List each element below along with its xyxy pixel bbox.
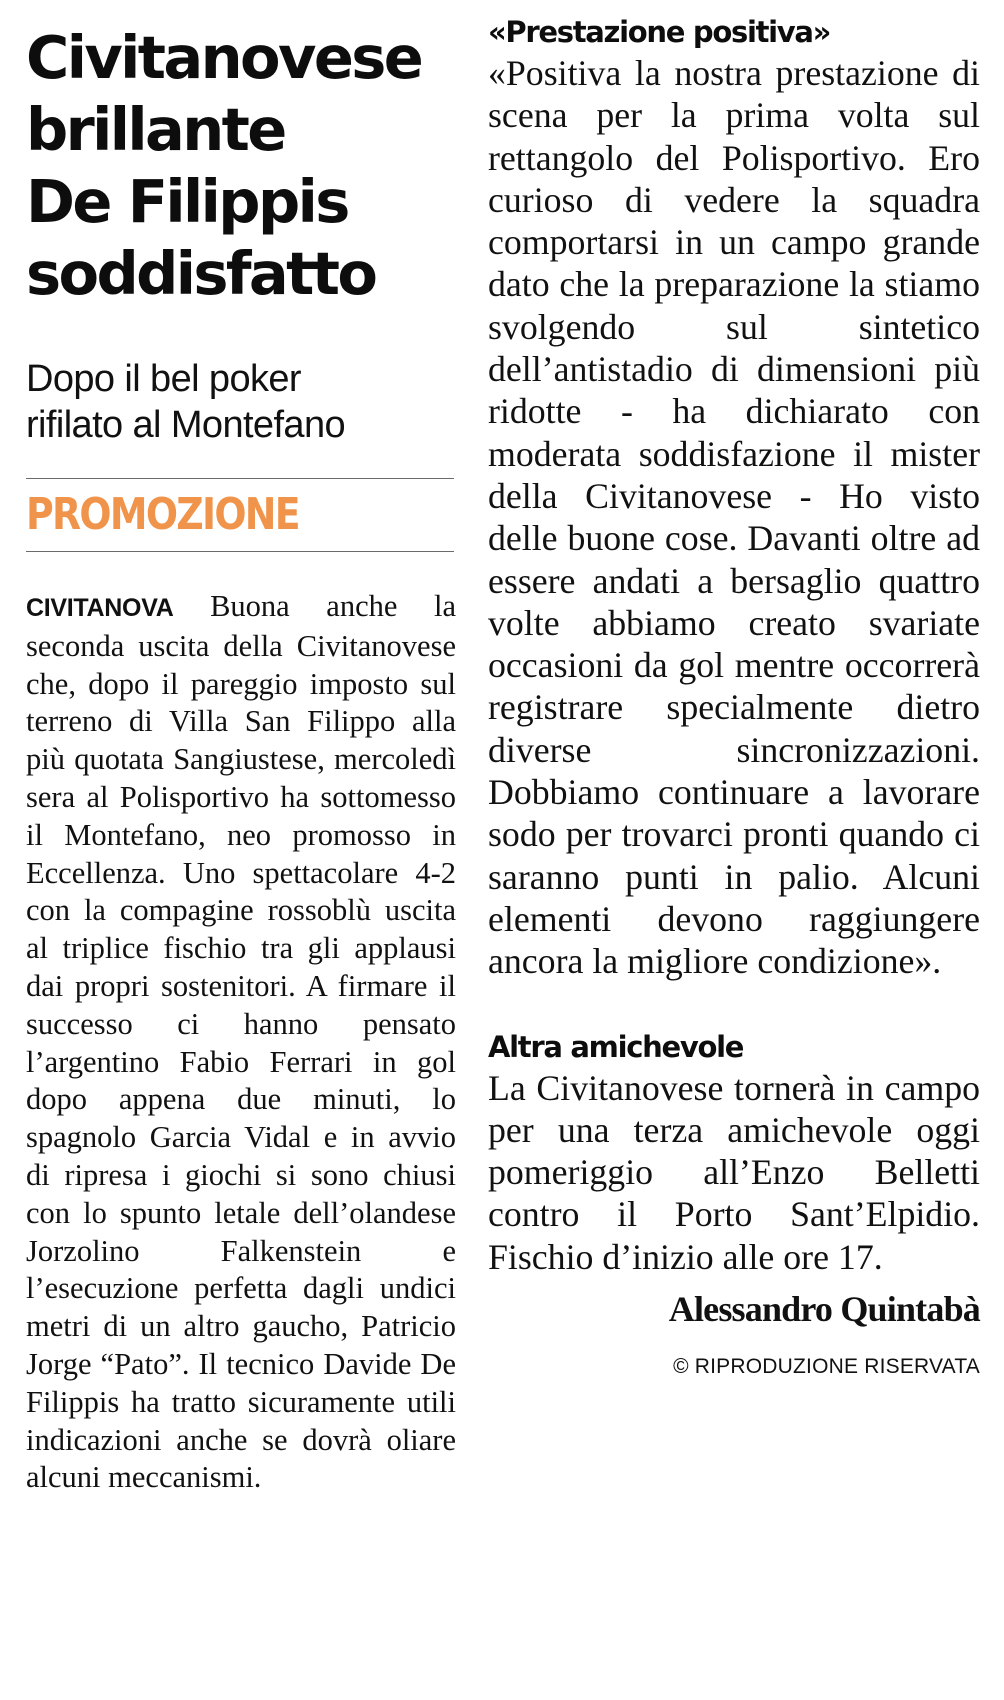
headline	[26, 22, 456, 310]
article-body-left	[26, 588, 456, 1497]
section-rule-bottom	[26, 551, 454, 552]
section-label: PROMOZIONE	[26, 489, 299, 540]
subhead-line: Dopo il bel poker	[26, 358, 301, 400]
subtitle-amichevole: Altra amichevole	[488, 1029, 744, 1064]
body-right-text-1: «Positiva la nostra prestazione di scena per la prima volta sul rettangolo del Polisportivo. Ero curioso di vedere la squadra comportarsi in un campo grande dato che la preparazione la stiamo svolgendo sul sintetico dell’antistadio di dimensioni più ridotte - ha dichiarato con moderata soddisfazione il mister della Civitanovese - Ho visto delle buone cose. Davanti oltre ad essere andati a bersaglio quattro volte abbiamo creato svariate occasioni da gol mentre occorrerà registrare specialmente dietro diverse sincronizzazioni. Dobbiamo continuare a lavorare sodo per trovarci pronti quando ci saranno punti in palio. Alcuni elementi devono raggiungere ancora la migliore condizione».	[488, 53, 980, 982]
right-column	[488, 12, 980, 1382]
subtitle-prestazione: «Prestazione positiva»	[488, 15, 831, 49]
headline-line: Civitanovese	[26, 23, 422, 92]
byline: Alessandro Quintabà	[668, 1289, 980, 1330]
copyright-notice: © RIPRODUZIONE RISERVATA	[673, 1355, 980, 1379]
body-right-text-2: La Civitanovese tornerà in campo per una terza amichevole oggi pomeriggio all’Enzo Belletti contro il Porto Sant’Elpidio. Fischio d’inizio alle ore 17.	[488, 1067, 980, 1277]
headline-line: soddisfatto	[26, 239, 376, 308]
article-body-right-2	[488, 1067, 980, 1278]
headline-line: brillante	[26, 95, 285, 164]
subheadline	[26, 356, 456, 448]
article-body-right-1	[488, 52, 980, 983]
subhead-line: rifilato al Montefano	[26, 404, 346, 446]
body-left-text: Buona anche la seconda uscita della Civitanovese che, dopo il pareggio imposto sul terreno di Villa San Filippo alla più quotata Sangiustese, mercoledì sera al Polisportivo ha sottomesso il Montefano, neo promosso in Eccellenza. Uno spettacolare 4-2 con la compagine rossoblù uscita al triplice fischio tra gli applausi dai propri sostenitori. A firmare il successo ci hanno pensato l’argentino Fabio Ferrari in gol dopo appena due minuti, lo spagnolo Garcia Vidal e in avvio di ripresa i giochi si sono chiusi con lo spunto letale dell’olandese Jorzolino Falkenstein e l’esecuzione perfetta dagli undici metri di un altro gaucho, Patricio Jorge “Pato”. Il tecnico Davide De Filippis ha tratto sicuramente utili indicazioni anche se dovrà oliare alcuni meccanismi.	[26, 589, 456, 1495]
dateline: CIVITANOVA	[26, 594, 174, 622]
left-column	[26, 22, 456, 1497]
headline-line: De Filippis	[26, 167, 348, 236]
